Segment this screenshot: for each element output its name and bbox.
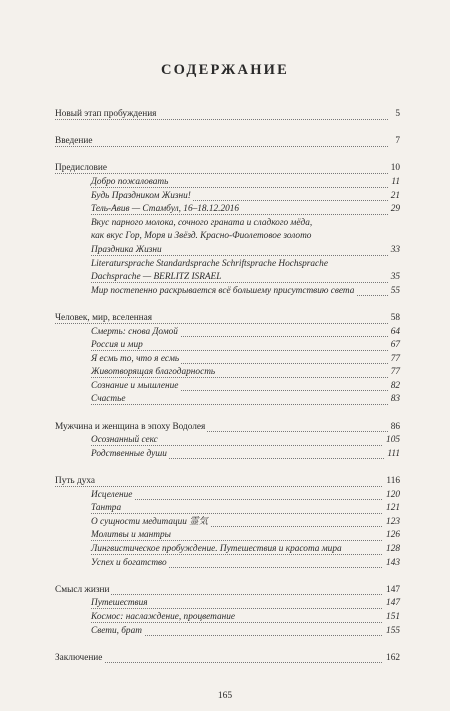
toc-subentry[interactable]	[91, 326, 400, 340]
toc-subentry[interactable]	[91, 625, 400, 639]
toc-entry-title: Счастье	[91, 394, 126, 405]
dot-leader	[91, 608, 388, 609]
toc-entry-title: Мужчина и женщина в эпоху Водолея	[55, 421, 206, 432]
toc-page-number: 121	[383, 502, 400, 516]
toc-entry-title: Осознанный секс	[91, 435, 158, 446]
toc-subentry[interactable]	[91, 230, 400, 244]
table-of-contents	[55, 108, 400, 665]
toc-page-number: 10	[388, 162, 400, 176]
toc-entry-title: Космос: наслаждение, процветание	[91, 611, 236, 622]
toc-page-number: 151	[383, 611, 400, 625]
toc-entry-title: Новый этап пробуждения	[55, 109, 157, 119]
toc-subentry[interactable]	[91, 176, 400, 190]
toc-subentry[interactable]	[91, 516, 400, 530]
toc-page-number: 128	[383, 543, 400, 557]
toc-subentry[interactable]	[91, 339, 400, 353]
toc-subentry[interactable]	[91, 434, 400, 448]
toc-page-number: 67	[388, 339, 400, 353]
dot-leader	[55, 662, 388, 663]
dot-leader	[91, 404, 388, 405]
toc-entry-title: Успех и богатство	[91, 557, 167, 568]
page-title: СОДЕРЖАНИЕ	[160, 62, 290, 78]
toc-entry-title: Свети, брат	[91, 625, 142, 636]
toc-subentry[interactable]	[91, 366, 400, 380]
toc-entry-title: Родственные души	[91, 448, 167, 459]
toc-entry[interactable]	[55, 421, 400, 435]
toc-subentry[interactable]	[91, 271, 400, 285]
toc-page-number: 143	[383, 557, 400, 571]
toc-entry-title: как вкус Гор, Моря и Звёзд. Красно-Фиолетовое золото	[91, 231, 312, 242]
toc-page-number: 64	[388, 326, 400, 340]
section-spacer	[55, 407, 400, 421]
toc-entry-title: Путь духа	[55, 476, 96, 487]
dot-leader	[91, 513, 388, 514]
toc-subentry[interactable]	[91, 203, 400, 217]
dot-leader	[91, 499, 388, 500]
toc-page-number: 5	[392, 108, 400, 122]
toc-subentry[interactable]	[91, 244, 400, 258]
toc-entry-title: Вкус парного молока, сочного граната и сладкого мёда,	[91, 217, 313, 228]
toc-entry-title: Россия и мир	[91, 340, 143, 351]
toc-page-number: 35	[388, 271, 400, 285]
toc-page-number: 21	[388, 190, 400, 204]
toc-page-number: 126	[383, 529, 400, 543]
dot-leader	[91, 377, 388, 378]
section-spacer	[55, 570, 400, 584]
toc-entry[interactable]	[55, 652, 400, 666]
toc-entry-title: Смерть: снова Домой	[91, 326, 178, 337]
toc-subentry[interactable]	[91, 611, 400, 625]
toc-subentry[interactable]	[91, 489, 400, 503]
toc-entry[interactable]	[55, 162, 400, 176]
toc-entry-title: Предисловие	[55, 163, 107, 174]
toc-page-number: 29	[388, 203, 400, 217]
section-spacer	[55, 122, 400, 136]
toc-subentry[interactable]	[91, 597, 400, 611]
toc-page-number: 116	[383, 475, 400, 489]
toc-subentry[interactable]	[91, 543, 400, 557]
toc-subentry[interactable]	[91, 190, 400, 204]
toc-entry-title: Тель-Авив — Стамбул, 16–18.12.2016	[91, 204, 240, 215]
dot-leader	[55, 173, 388, 174]
toc-entry-title: Животворящая благодарность	[91, 367, 216, 378]
toc-entry-title: Молитвы и мантры	[91, 530, 171, 541]
dot-leader	[55, 146, 388, 147]
toc-subentry[interactable]	[91, 502, 400, 516]
toc-entry-title: Лингвистическое пробуждение. Путешествия и красота мира	[91, 544, 342, 554]
toc-entry-title: Заключение	[55, 652, 103, 663]
toc-entry-title: О сущности медитации 霊気	[91, 516, 208, 527]
toc-page-number: 33	[388, 244, 400, 258]
toc-page-number: 82	[388, 380, 400, 394]
toc-subentry[interactable]	[91, 258, 400, 272]
toc-entry-title: Исцеление	[91, 489, 133, 500]
toc-subentry[interactable]	[91, 448, 400, 462]
dot-leader	[55, 486, 388, 487]
toc-page-number: 105	[383, 434, 400, 448]
toc-page-number: 77	[388, 366, 400, 380]
toc-page-number: 147	[383, 584, 400, 598]
section-spacer	[55, 149, 400, 163]
toc-page-number: 111	[384, 448, 400, 462]
toc-entry-title: Человек, мир, вселенная	[55, 312, 153, 323]
toc-subentry[interactable]	[91, 285, 400, 299]
toc-entry[interactable]	[55, 584, 400, 598]
toc-entry-title: Смысл жизни	[55, 584, 110, 595]
toc-page-number: 77	[388, 353, 400, 367]
toc-entry[interactable]	[55, 475, 400, 489]
toc-page-number: 11	[388, 176, 400, 190]
toc-entry-title: Добро пожаловать	[91, 176, 169, 187]
page-number: 165	[217, 691, 233, 701]
section-spacer	[55, 638, 400, 652]
toc-page-number: 83	[388, 393, 400, 407]
toc-entry-title: Я есмь то, что я есмь	[91, 353, 180, 364]
toc-subentry[interactable]	[91, 557, 400, 571]
toc-subentry[interactable]	[91, 217, 400, 231]
toc-entry-title: Введение	[55, 136, 93, 147]
toc-page-number: 120	[383, 489, 400, 503]
toc-page-number: 162	[383, 652, 400, 666]
toc-page-number: 155	[383, 625, 400, 639]
toc-entry-title: Праздника Жизни	[91, 244, 162, 255]
toc-entry[interactable]	[55, 108, 400, 122]
toc-entry-title: Тантра	[91, 503, 122, 514]
toc-entry-title: Literatursprache Standardsprache Schriftsprache Hochsprache	[91, 258, 328, 269]
toc-page-number: 147	[383, 597, 400, 611]
section-spacer	[55, 461, 400, 475]
dot-leader	[91, 540, 388, 541]
toc-entry[interactable]	[55, 312, 400, 326]
toc-page-number: 55	[388, 285, 400, 299]
toc-entry-title: Путешествия	[91, 598, 148, 609]
toc-entry-title: Мир постепенно раскрывается всё большему присутствию света	[91, 285, 355, 296]
section-spacer	[55, 298, 400, 312]
toc-page-number: 58	[388, 312, 400, 326]
toc-entry[interactable]	[55, 135, 400, 149]
toc-entry-title: Сознание и мышление	[91, 380, 179, 391]
toc-subentry[interactable]	[91, 380, 400, 394]
toc-page-number: 86	[388, 421, 400, 435]
toc-entry-title: Dachsprache — BERLITZ ISRAEL	[91, 272, 222, 283]
toc-entry-title: Будь Праздником Жизни!	[91, 190, 191, 201]
toc-page-number: 7	[392, 135, 400, 149]
toc-page-number: 123	[383, 516, 400, 530]
toc-subentry[interactable]	[91, 393, 400, 407]
toc-subentry[interactable]	[91, 353, 400, 367]
toc-subentry[interactable]	[91, 529, 400, 543]
